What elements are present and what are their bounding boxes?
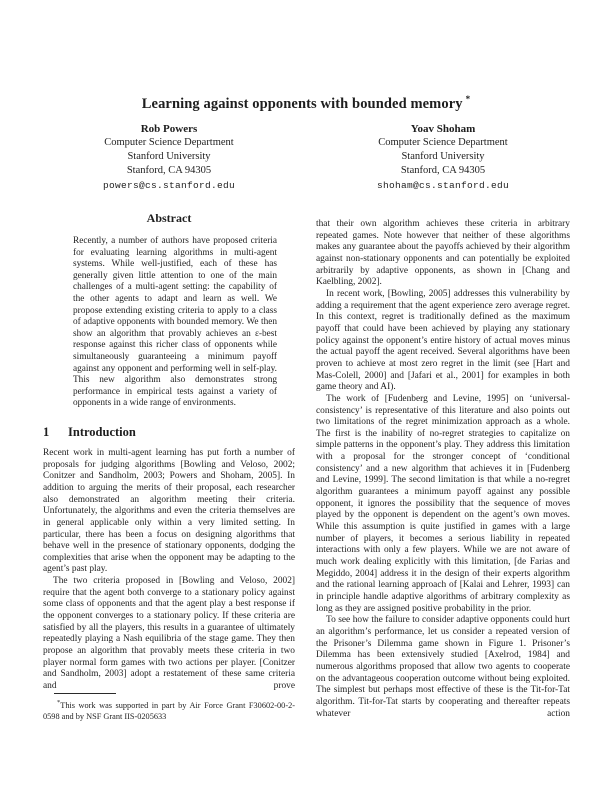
section-title: Introduction xyxy=(68,424,136,439)
author-block-shoham xyxy=(316,122,570,193)
footnote xyxy=(43,693,295,722)
author-block-powers xyxy=(43,122,295,193)
author-email: powers@cs.stanford.edu xyxy=(102,180,236,191)
author-affiliation-line: Stanford University xyxy=(127,151,211,162)
abstract-body: Recently, a number of authors have proposed criteria for evaluating learning algorithms in multi-agent systems. While well-justified, each of these has generally given little attention to one of the main challenges of a multi-agent setting: the capability of the other agents to adapt and learn as well. We propose extending existing criteria to apply to a class of adaptive opponents with bounded memory. We then show an algorithm that provably achieves an ε-best response against this richer class of opponents while simultaneously guaranteeing a minimum payoff against any opponent and performing well in self-play. This new algorithm also demonstrates strong performance in empirical tests against a variety of opponents in a wide range of environments. xyxy=(73,236,277,409)
author-affiliation-line: Computer Science Department xyxy=(104,137,234,148)
author-affiliation-line: Computer Science Department xyxy=(378,137,508,148)
right-column xyxy=(316,219,570,720)
author-name: Yoav Shoham xyxy=(410,123,476,135)
author-affiliation-line: Stanford University xyxy=(401,151,485,162)
section-number: 1 xyxy=(43,424,50,439)
section-heading-introduction xyxy=(43,425,295,440)
paper-header xyxy=(0,0,612,191)
abstract-heading: Abstract xyxy=(146,211,192,225)
right-paragraph-2: In recent work, [Bowling, 2005] addresses this vulnerability by adding a requirement that the agent experience zero average regret. In this context, regret is traditionally defined as the maximum payoff that could have been achieved by playing any stationary policy against the opponent’s entire history of actual moves minus the actual payoff the agent received. Several algorithms have been proven to achieve at most zero regret in the limit (see [Hart and Mas-Colell, 2000] and [Jafari et al., 2001] for examples in both game theory and AI). xyxy=(316,288,570,393)
author-list xyxy=(43,122,570,193)
intro-paragraph-2: The two criteria proposed in [Bowling and Veloso, 2002] require that the agent both converge to a stationary policy against some class of opponents and that the agent play a best response if the opponent converges to a stationary policy. If these criteria are satisfied by all the players, this results in a guarantee of ultimately repeatedly playing a Nash equilibria of the stage game. They then propose an algorithm that provably meets these criteria in two player normal form games with two actions per player. [Conitzer and Sandholm, 2003] adopt a restatement of these same criteria and prove xyxy=(43,576,295,692)
left-column xyxy=(43,211,295,721)
footnote-text xyxy=(43,697,295,722)
author-affiliation-line: Stanford, CA 94305 xyxy=(400,165,486,176)
paper-title-text: Learning against opponents with bounded memory xyxy=(141,95,463,112)
right-paragraph-1: that their own algorithm achieves these criteria in arbitrary repeated games. Note however that neither of these algorithms makes any guarantee about the payoffs achieved by their algorithm against non-stationary opponents and can potentially be exploited arbitrarily by adaptive opponents, as shown in [Chang and Kaelbling, 2002]. xyxy=(316,219,570,288)
right-paragraph-4: To see how the failure to consider adaptive opponents could hurt an algorithm’s performance, let us consider a repeated version of the Prisoner’s Dilemma game shown in Figure 1. Prisoner’s Dilemma has been extensively studied [Axelrod, 1984] and numerous algorithms proposed that allow two agents to cooperate on the advantageous cooperation outcome without being exploited. The simplest but perhaps most effective of these is the Tit-for-Tat algorithm. Tit-for-Tat starts by cooperating and thereafter repeats whatever action xyxy=(316,615,570,719)
author-name: Rob Powers xyxy=(140,123,198,135)
title-footnote-marker: * xyxy=(465,94,471,104)
abstract-section xyxy=(43,211,295,410)
intro-paragraph-1: Recent work in multi-agent learning has put forth a number of proposals for judging algorithms [Bowling and Veloso, 2002; Conitzer and Sandholm, 2003; Powers and Shoham, 2005]. In addition to arguing the merits of their proposal, each researcher also demonstrated an algorithm meeting their criteria. Unfortunately, the algorithms and even the criteria themselves are in general applicable only within a very limited setting. In particular, there has been a focus on designing algorithms that behave well in the presence of stationary opponents, dodging the complexities that arise when the opponent may be adapting to the agent’s past play. xyxy=(43,447,295,575)
author-affiliation-line: Stanford, CA 94305 xyxy=(126,165,212,176)
paper-title xyxy=(0,94,612,113)
author-email: shoham@cs.stanford.edu xyxy=(376,180,510,191)
right-paragraph-3: The work of [Fudenberg and Levine, 1995] on ‘universal-consistency’ is representative of this literature and also points out two limitations of the regret minimization approach as a whole. The first is the inability of no-regret strategies to capitalize on simple patterns in the opponent’s play. They address this limitation with a proposal for the stronger concept of ‘conditional consistency’ and a new algorithm that achieves it in [Fudenberg and Levine, 1999]. The second limitation is that while a no-regret algorithm guarantees a minimum payoff against any possible opponent, it ignores the possibility that the sequence of moves played by the opponent is dependent on the agent’s own moves. While this assumption is quite justified in games with a large number of players, it becomes a serious liability in repeated interactions with only a few players. While we are not aware of much work dealing explicitly with this limitation, [de Farias and Megiddo, 2004] address it in the design of their experts algorithm and the rational learning approach of [Kalai and Lehrer, 1993] can in principle handle adaptive algorithms of arbitrary complexity as long as they are assigned positive probability in the prior. xyxy=(316,393,570,614)
footnote-body: This work was supported in part by Air Force Grant F30602-00-2-0598 and by NSF Grant IIS-0205633 xyxy=(43,700,295,721)
footnote-rule xyxy=(54,693,116,694)
footnote-marker: * xyxy=(57,698,61,706)
